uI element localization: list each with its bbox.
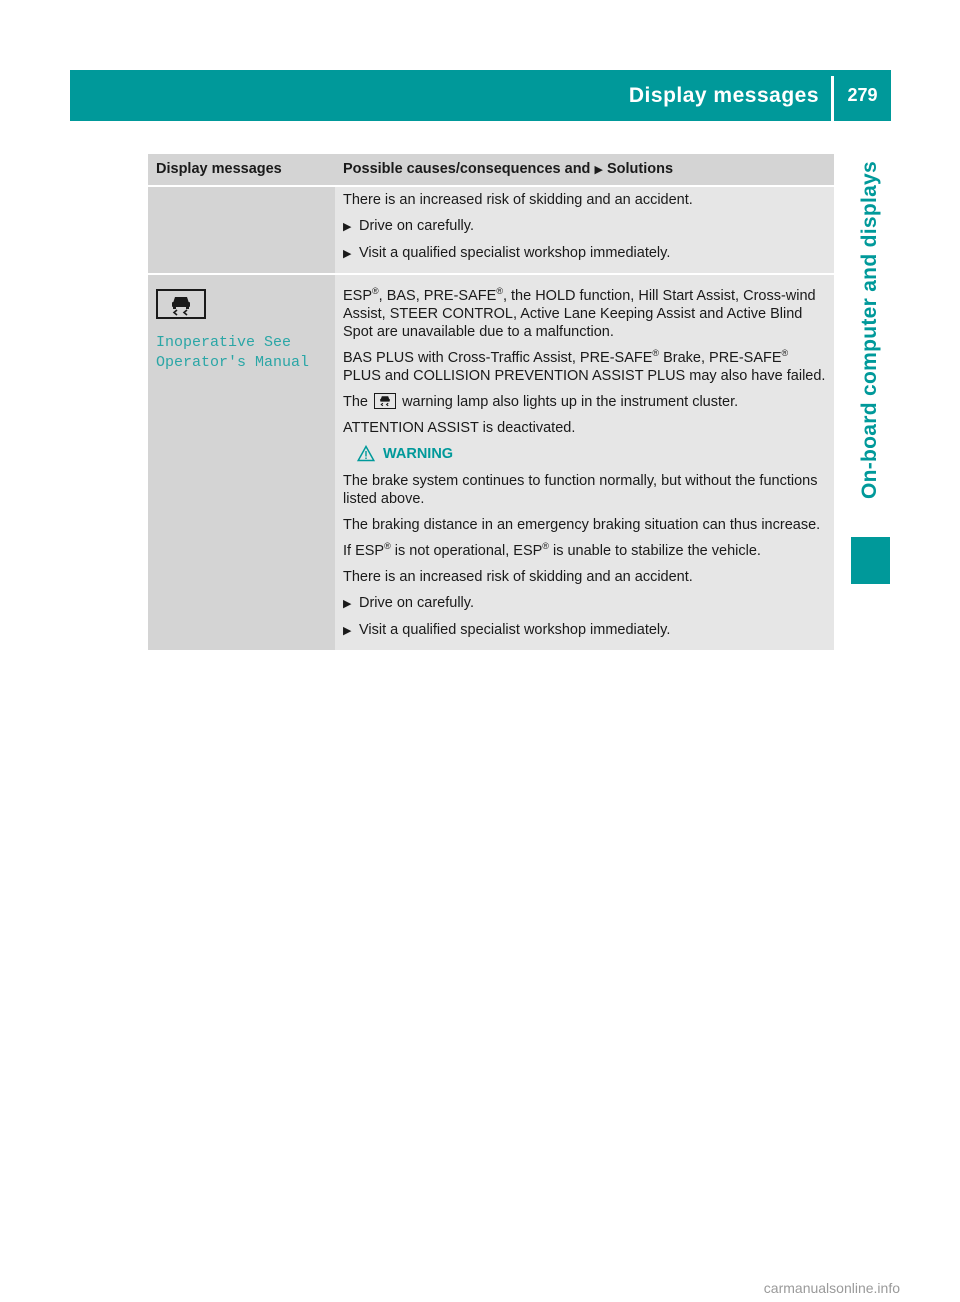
risk-text: There is an increased risk of skidding and an accident. [343,192,693,208]
esp-skid-car-icon [156,289,206,319]
registered-mark: ® [542,541,549,552]
footer-watermark: carmanualsonline.info [763,1280,900,1296]
instruction-text: Drive on carefully. [359,218,474,234]
warning-paragraph [343,542,826,560]
instruction-step [343,217,826,236]
column-header-causes-text: Possible causes/consequences and [343,161,591,177]
text-run: warning lamp also lights up in the instrument cluster. [402,394,739,410]
table-header-row [148,154,834,186]
text-run: PLUS and COLLISION PREVENTION ASSIST PLUS may also have failed. [343,368,826,384]
instruction-text: Visit a qualified specialist workshop immediately. [359,622,671,638]
risk-text: There is an increased risk of skidding and an accident. [343,569,693,585]
step-arrow-icon: ▶ [343,248,352,260]
warning-paragraph: The braking distance in an emergency braking situation can thus increase. [343,517,821,533]
instruction-step [343,594,826,613]
section-tab [850,130,890,530]
cause-paragraph [343,393,826,411]
text-run: is not operational, ESP [390,543,543,559]
cause-paragraph [343,349,826,385]
step-arrow-icon: ▶ [343,625,352,637]
text-run: The [343,394,368,410]
registered-mark: ® [372,286,379,297]
registered-mark: ® [652,348,660,359]
text-run: BAS PLUS with Cross-Traffic Assist, PRE-SAFE [343,350,653,366]
warning-triangle-icon [357,445,375,462]
esp-skid-car-icon [374,393,396,409]
text-run: ESP [343,288,373,304]
registered-mark: ® [384,541,391,552]
display-message-line: Operator's Manual [156,354,310,371]
instruction-text: Drive on carefully. [359,595,474,611]
display-messages-table [148,154,834,650]
column-header-solutions-text: Solutions [606,161,674,177]
step-arrow-icon: ▶ [343,221,352,233]
text-run: If ESP [343,543,385,559]
column-header-display-messages: Display messages [148,154,335,186]
cause-paragraph: ATTENTION ASSIST is deactivated. [343,420,576,436]
cause-paragraph [343,287,826,341]
warning-paragraph: The brake system continues to function normally, but without the functions listed above. [343,473,818,507]
page-header [70,70,891,121]
column-header-causes [335,154,834,186]
warning-heading [343,445,826,462]
causes-cell [335,274,834,650]
text-run: , BAS, PRE-SAFE [378,288,497,304]
table-row [148,186,834,274]
display-message-line: Inoperative See [156,334,292,351]
page-title: Display messages [628,83,819,107]
section-marker [851,537,890,584]
display-message-cell [148,186,335,274]
step-arrow-icon: ▶ [343,598,352,610]
registered-mark: ® [781,348,789,359]
text-run: Brake, PRE-SAFE [659,350,782,366]
registered-mark: ® [496,286,503,297]
text-run: , the HOLD function, Hill Start Assist, Cross-wind Assist, STEER CONTROL, Active Lane Keeping Assist and Active Blind Spot are unavailable due to a malfunction. [343,288,816,340]
instruction-step [343,621,826,640]
text-run: is unable to stabilize the vehicle. [548,543,761,559]
warning-label: WARNING [383,445,454,462]
section-tab-label: On-board computer and displays [858,160,881,500]
causes-cell [335,186,834,274]
page-number: 279 [847,85,878,105]
instruction-step [343,244,826,263]
instruction-text: Visit a qualified specialist workshop immediately. [359,245,671,261]
table-row [148,274,834,650]
display-message-cell [148,274,335,650]
step-arrow-icon: ▶ [594,164,603,176]
